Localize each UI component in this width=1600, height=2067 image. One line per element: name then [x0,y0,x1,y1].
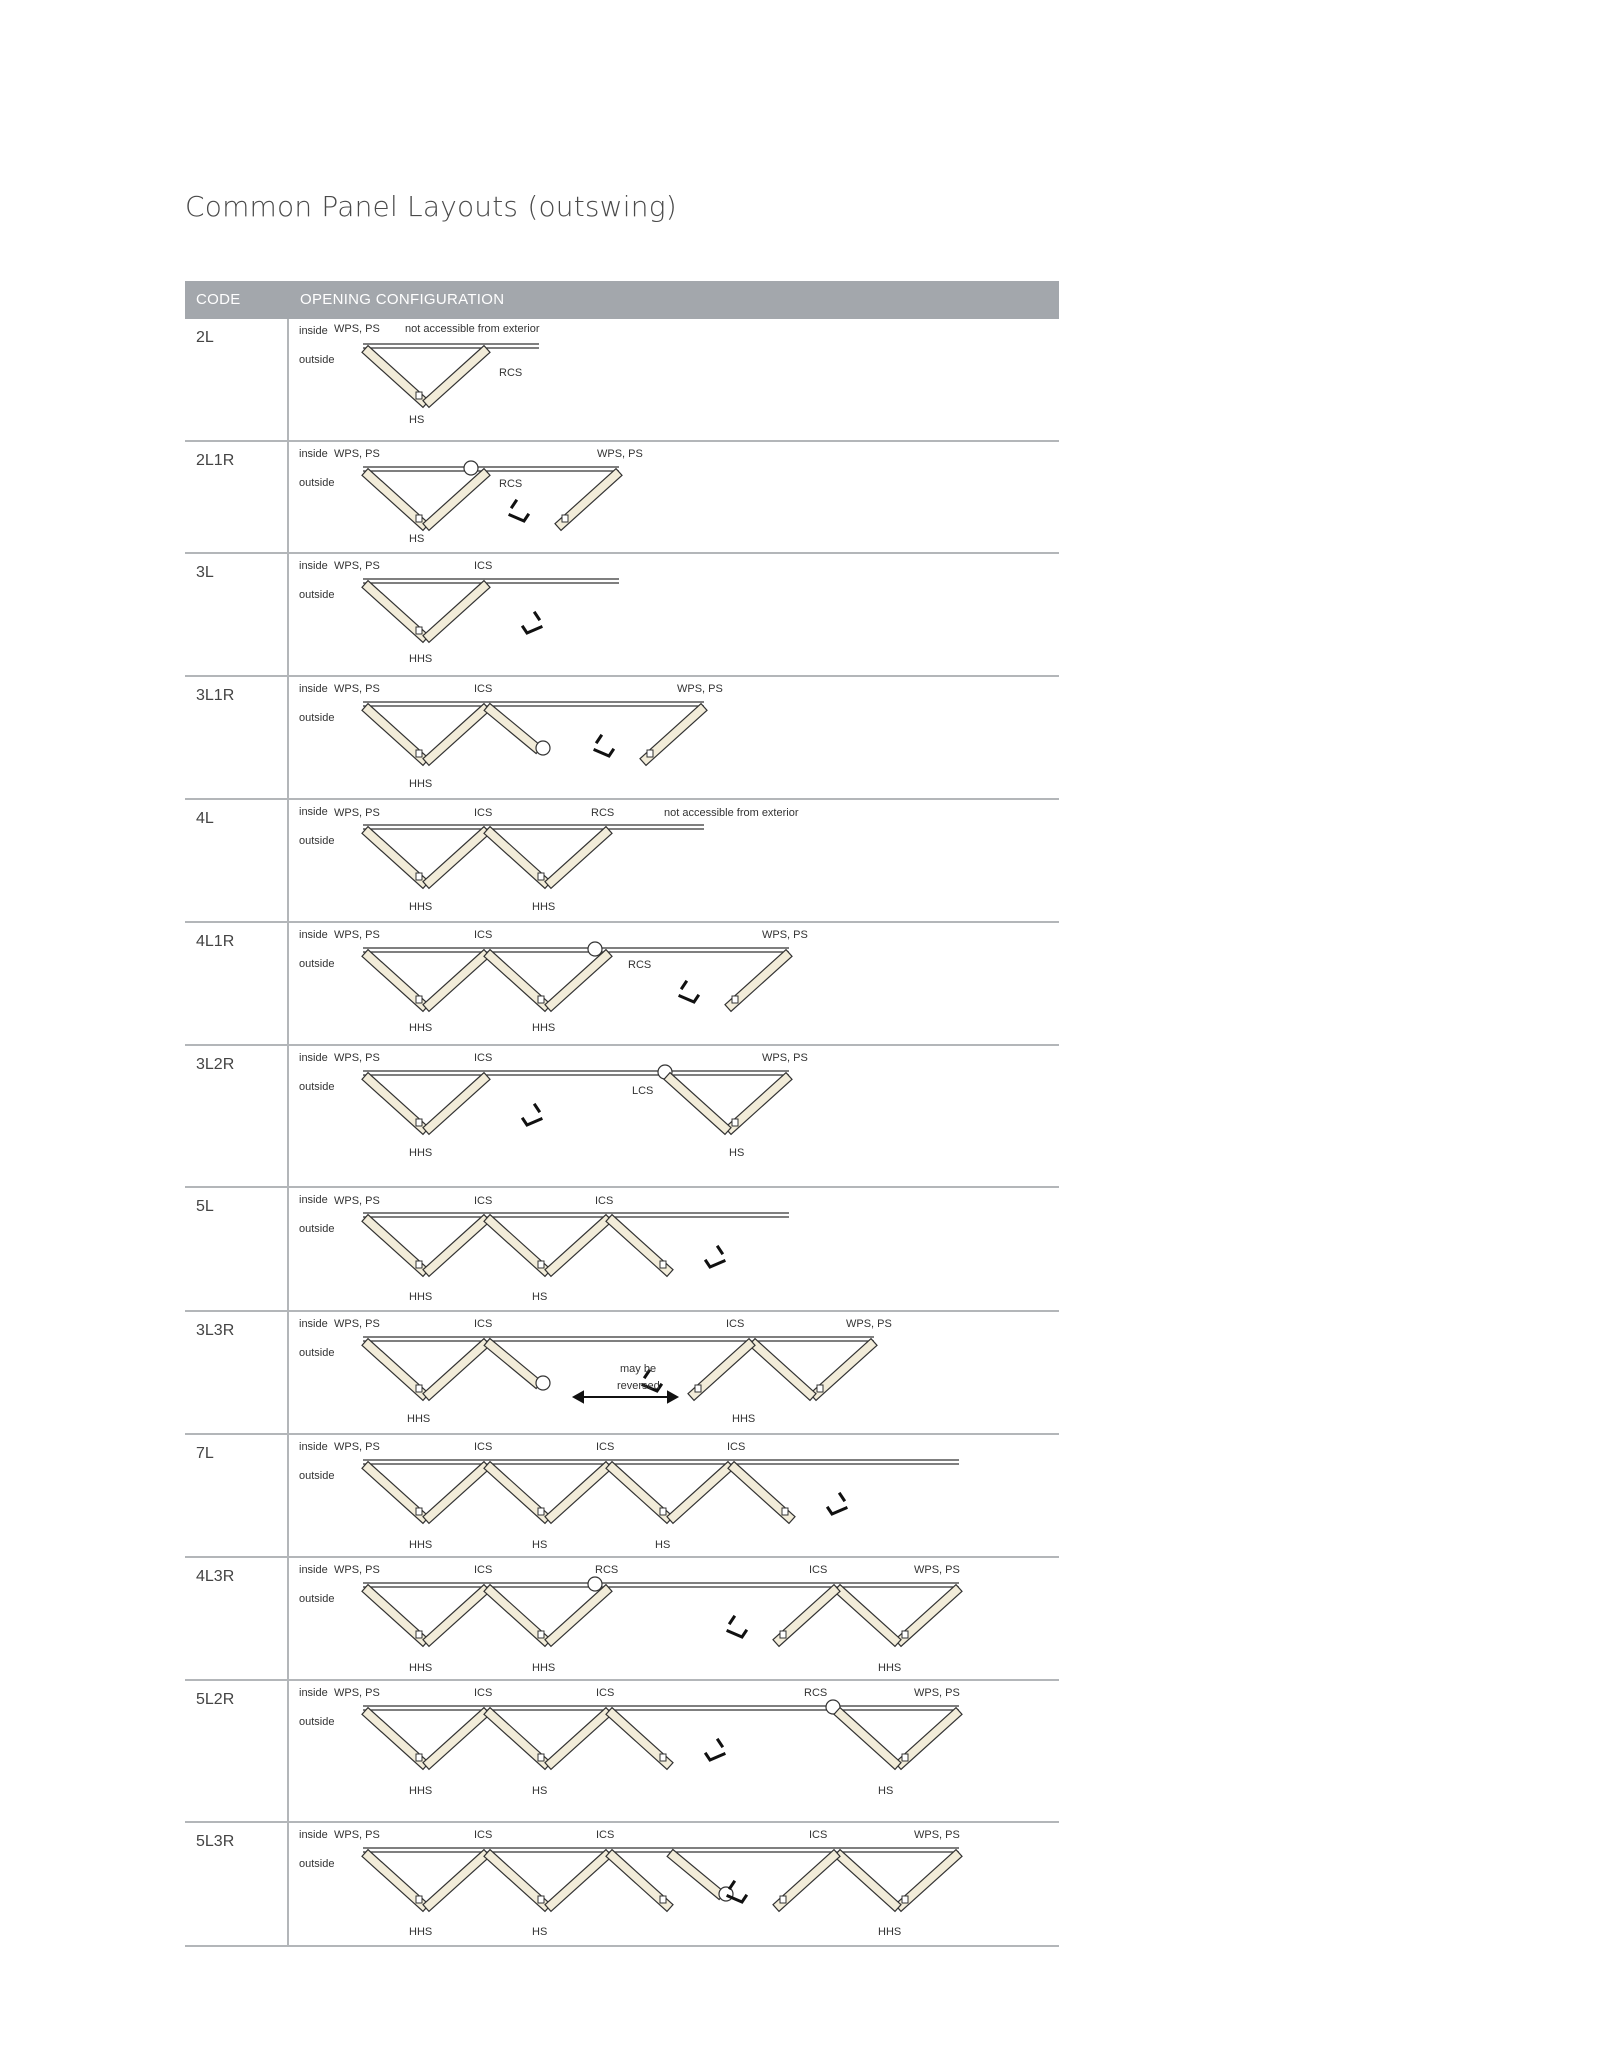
code-cell [185,554,289,675]
hinge-icon [538,1631,544,1638]
annotation-label: WPS, PS [914,1829,960,1841]
annotation-label: WPS, PS [334,1829,380,1841]
annotation-label: HS [409,533,425,545]
table-row [185,1681,1059,1823]
handle-icon [523,613,541,633]
opening-configuration-cell [289,800,1059,921]
handle-icon [523,1105,541,1125]
annotation-label: not accessible from exterior [664,807,799,819]
door-panel [423,581,490,643]
panel-layout-diagram [289,1823,1059,1945]
hinge-icon [416,515,422,522]
door-panel [423,1850,490,1912]
annotation-label: WPS, PS [334,929,380,941]
hinge-icon [660,1508,666,1515]
door-panel [423,1585,490,1647]
annotation-label: ICS [809,1564,828,1576]
code-cell [185,1558,289,1679]
annotation-label: RCS [804,1687,828,1699]
table-row [185,923,1059,1046]
opening-configuration-cell [289,442,1059,552]
outside-label: outside [299,1470,335,1482]
panel-layout-diagram [289,1046,1059,1186]
annotation-label: ICS [596,1687,615,1699]
outside-label: outside [299,835,335,847]
opening-configuration-cell [289,1435,1059,1556]
hinge-stop-icon [536,741,550,755]
door-panel [423,1339,490,1401]
hinge-icon [538,1896,544,1903]
panel-layout-diagram [289,1435,1059,1556]
annotation-label: ICS [474,807,493,819]
handle-icon [595,736,613,756]
door-panel [834,1708,901,1770]
hinge-icon [647,750,653,757]
panel-layout-diagram [289,1558,1059,1679]
inside-label: inside [299,1052,328,1064]
annotation-label: WPS, PS [334,1318,380,1330]
panel-code: 5L [196,1198,214,1215]
annotation-label: HS [655,1539,671,1551]
annotation-label: may be [620,1363,657,1375]
panel-layout-diagram [289,319,1059,440]
hinge-icon [902,1754,908,1761]
hinge-icon [416,627,422,634]
annotation-label: RCS [591,807,615,819]
inside-label: inside [299,806,328,818]
door-panel [423,1215,490,1277]
header-opening-configuration: OPENING CONFIGURATION [300,291,505,308]
table-row [185,1823,1059,1947]
opening-configuration-cell [289,1188,1059,1310]
opening-configuration-cell [289,554,1059,675]
hinge-icon [902,1896,908,1903]
annotation-label: HHS [409,1926,433,1938]
annotation-label: WPS, PS [846,1318,892,1330]
code-cell [185,677,289,798]
roller-catch-icon [588,942,602,956]
hinge-icon [660,1896,666,1903]
handle-icon [706,1740,724,1760]
annotation-label: HHS [409,1022,433,1034]
annotation-label: WPS, PS [762,929,808,941]
panel-code: 7L [196,1445,214,1462]
annotation-label: HS [409,414,425,426]
hinge-icon [902,1631,908,1638]
door-panel [545,827,612,889]
door-panel [834,1585,901,1647]
door-panel [667,1850,725,1900]
annotation-label: ICS [474,1195,493,1207]
panel-layout-diagram [289,442,1059,552]
table-row [185,1188,1059,1312]
roller-catch-icon [588,1577,602,1591]
inside-label: inside [299,929,328,941]
handle-icon [510,501,528,521]
door-panel [484,704,542,754]
annotation-label: HHS [409,1539,433,1551]
hinge-icon [416,1119,422,1126]
opening-configuration-cell [289,923,1059,1044]
code-cell [185,1435,289,1556]
annotation-label: ICS [474,1318,493,1330]
annotation-label: HS [532,1785,548,1797]
inside-label: inside [299,683,328,695]
table-row [185,442,1059,554]
code-cell [185,923,289,1044]
annotation-label: reversed [617,1380,660,1392]
panel-code: 4L1R [196,933,235,950]
door-panel [749,1339,816,1401]
table-body [185,319,1059,1947]
door-panel [667,1462,734,1524]
table-row [185,319,1059,442]
panel-code: 3L [196,564,214,581]
annotation-label: WPS, PS [914,1564,960,1576]
outside-label: outside [299,354,335,366]
annotation-label: WPS, PS [334,560,380,572]
inside-label: inside [299,1564,328,1576]
table-row [185,554,1059,677]
door-panel [423,1462,490,1524]
outside-label: outside [299,958,335,970]
double-arrow-icon [574,1392,677,1402]
hinge-icon [695,1385,701,1392]
annotation-label: HHS [409,1662,433,1674]
door-panel [423,1073,490,1135]
annotation-label: HHS [732,1413,756,1425]
annotation-label: HHS [532,1022,556,1034]
panel-layout-diagram [289,1312,1059,1433]
annotation-label: WPS, PS [762,1052,808,1064]
inside-label: inside [299,325,328,337]
page-title: Common Panel Layouts (outswing) [185,190,677,223]
annotation-label: ICS [474,1687,493,1699]
inside-label: inside [299,448,328,460]
code-cell [185,1681,289,1821]
annotation-label: ICS [474,1564,493,1576]
handle-icon [828,1494,846,1514]
annotation-label: ICS [474,929,493,941]
annotation-label: RCS [595,1564,619,1576]
hinge-icon [416,1261,422,1268]
door-panel [545,1585,612,1647]
annotation-label: WPS, PS [597,448,643,460]
inside-label: inside [299,1441,328,1453]
panel-layout-diagram [289,677,1059,798]
door-panel [545,1850,612,1912]
door-panel [423,1708,490,1770]
door-panel [423,950,490,1012]
outside-label: outside [299,712,335,724]
hinge-icon [538,1754,544,1761]
annotation-label: ICS [474,1052,493,1064]
opening-configuration-cell [289,319,1059,440]
annotation-label: ICS [809,1829,828,1841]
hinge-icon [660,1261,666,1268]
annotation-label: WPS, PS [914,1687,960,1699]
door-panel [423,346,490,408]
annotation-label: not accessible from exterior [405,323,540,335]
outside-label: outside [299,1593,335,1605]
annotation-label: WPS, PS [334,448,380,460]
annotation-label: HS [532,1291,548,1303]
panel-code: 4L [196,810,214,827]
door-panel [423,469,490,531]
annotation-label: WPS, PS [334,683,380,695]
hinge-icon [416,1631,422,1638]
opening-configuration-cell [289,1681,1059,1821]
opening-configuration-cell [289,1558,1059,1679]
hinge-icon [782,1508,788,1515]
outside-label: outside [299,589,335,601]
door-panel [664,1073,731,1135]
hinge-icon [538,1508,544,1515]
hinge-icon [416,996,422,1003]
hinge-icon [416,873,422,880]
panel-code: 5L3R [196,1833,235,1850]
annotation-label: WPS, PS [334,1564,380,1576]
panel-code: 2L [196,329,214,346]
annotation-label: ICS [727,1441,746,1453]
hinge-icon [416,1508,422,1515]
table-row [185,1312,1059,1435]
door-panel [423,827,490,889]
roller-catch-icon [464,461,478,475]
annotation-label: ICS [596,1829,615,1841]
panel-layout-table [185,281,1059,1947]
panel-code: 3L3R [196,1322,235,1339]
hinge-icon [732,996,738,1003]
annotation-label: WPS, PS [334,1687,380,1699]
table-row [185,1558,1059,1681]
table-row [185,1046,1059,1188]
annotation-label: RCS [499,478,523,490]
panel-layout-diagram [289,1681,1059,1821]
door-panel [545,1462,612,1524]
code-cell [185,1046,289,1186]
panel-layout-diagram [289,554,1059,675]
hinge-icon [780,1631,786,1638]
code-cell [185,1823,289,1945]
outside-label: outside [299,1347,335,1359]
table-row [185,1435,1059,1558]
hinge-icon [416,1385,422,1392]
annotation-label: HHS [878,1926,902,1938]
annotation-label: HHS [409,778,433,790]
opening-configuration-cell [289,677,1059,798]
header-code: CODE [196,291,241,308]
annotation-label: HS [878,1785,894,1797]
hinge-stop-icon [536,1376,550,1390]
hinge-icon [732,1119,738,1126]
code-cell [185,442,289,552]
annotation-label: HS [532,1539,548,1551]
table-row [185,800,1059,923]
hinge-icon [416,392,422,399]
inside-label: inside [299,560,328,572]
annotation-label: HHS [407,1413,431,1425]
annotation-label: HHS [409,1785,433,1797]
handle-icon [706,1247,724,1267]
annotation-label: ICS [596,1441,615,1453]
hinge-icon [780,1896,786,1903]
annotation-label: HHS [878,1662,902,1674]
annotation-label: HHS [532,901,556,913]
annotation-label: HHS [409,653,433,665]
door-panel [545,1215,612,1277]
code-cell [185,1188,289,1310]
outside-label: outside [299,1081,335,1093]
table-row [185,677,1059,800]
panel-code: 3L1R [196,687,235,704]
annotation-label: HHS [409,901,433,913]
annotation-label: HHS [532,1662,556,1674]
annotation-label: WPS, PS [334,323,380,335]
panel-layout-diagram [289,800,1059,921]
outside-label: outside [299,1716,335,1728]
annotation-label: ICS [474,683,493,695]
hinge-icon [416,1754,422,1761]
panel-code: 4L3R [196,1568,235,1585]
annotation-label: RCS [499,367,523,379]
panel-code: 2L1R [196,452,235,469]
annotation-label: WPS, PS [677,683,723,695]
panel-layout-diagram [289,923,1059,1044]
annotation-label: WPS, PS [334,1441,380,1453]
inside-label: inside [299,1687,328,1699]
annotation-label: ICS [595,1195,614,1207]
hinge-icon [562,515,568,522]
annotation-label: ICS [726,1318,745,1330]
hinge-icon [416,750,422,757]
outside-label: outside [299,1223,335,1235]
code-cell [185,800,289,921]
outside-label: outside [299,1858,335,1870]
annotation-label: WPS, PS [334,807,380,819]
inside-label: inside [299,1194,328,1206]
table-header [185,281,1059,319]
handle-icon [728,1617,746,1637]
hinge-icon [660,1754,666,1761]
annotation-label: RCS [628,959,652,971]
annotation-label: HS [729,1147,745,1159]
door-panel [545,1708,612,1770]
annotation-label: HHS [409,1147,433,1159]
door-panel [834,1850,901,1912]
inside-label: inside [299,1318,328,1330]
annotation-label: ICS [474,1829,493,1841]
annotation-label: WPS, PS [334,1052,380,1064]
annotation-label: HHS [409,1291,433,1303]
annotation-label: ICS [474,560,493,572]
opening-configuration-cell [289,1046,1059,1186]
panel-code: 5L2R [196,1691,235,1708]
annotation-label: ICS [474,1441,493,1453]
annotation-label: LCS [632,1085,654,1097]
code-cell [185,319,289,440]
panel-code: 3L2R [196,1056,235,1073]
opening-configuration-cell [289,1823,1059,1945]
opening-configuration-cell [289,1312,1059,1433]
inside-label: inside [299,1829,328,1841]
handle-icon [680,982,698,1002]
door-panel [484,1339,542,1389]
hinge-icon [817,1385,823,1392]
panel-layout-diagram [289,1188,1059,1310]
hinge-icon [538,996,544,1003]
annotation-label: WPS, PS [334,1195,380,1207]
code-cell [185,1312,289,1433]
hinge-icon [538,873,544,880]
door-panel [423,704,490,766]
hinge-icon [416,1896,422,1903]
hinge-icon [538,1261,544,1268]
door-panel [545,950,612,1012]
annotation-label: HS [532,1926,548,1938]
outside-label: outside [299,477,335,489]
